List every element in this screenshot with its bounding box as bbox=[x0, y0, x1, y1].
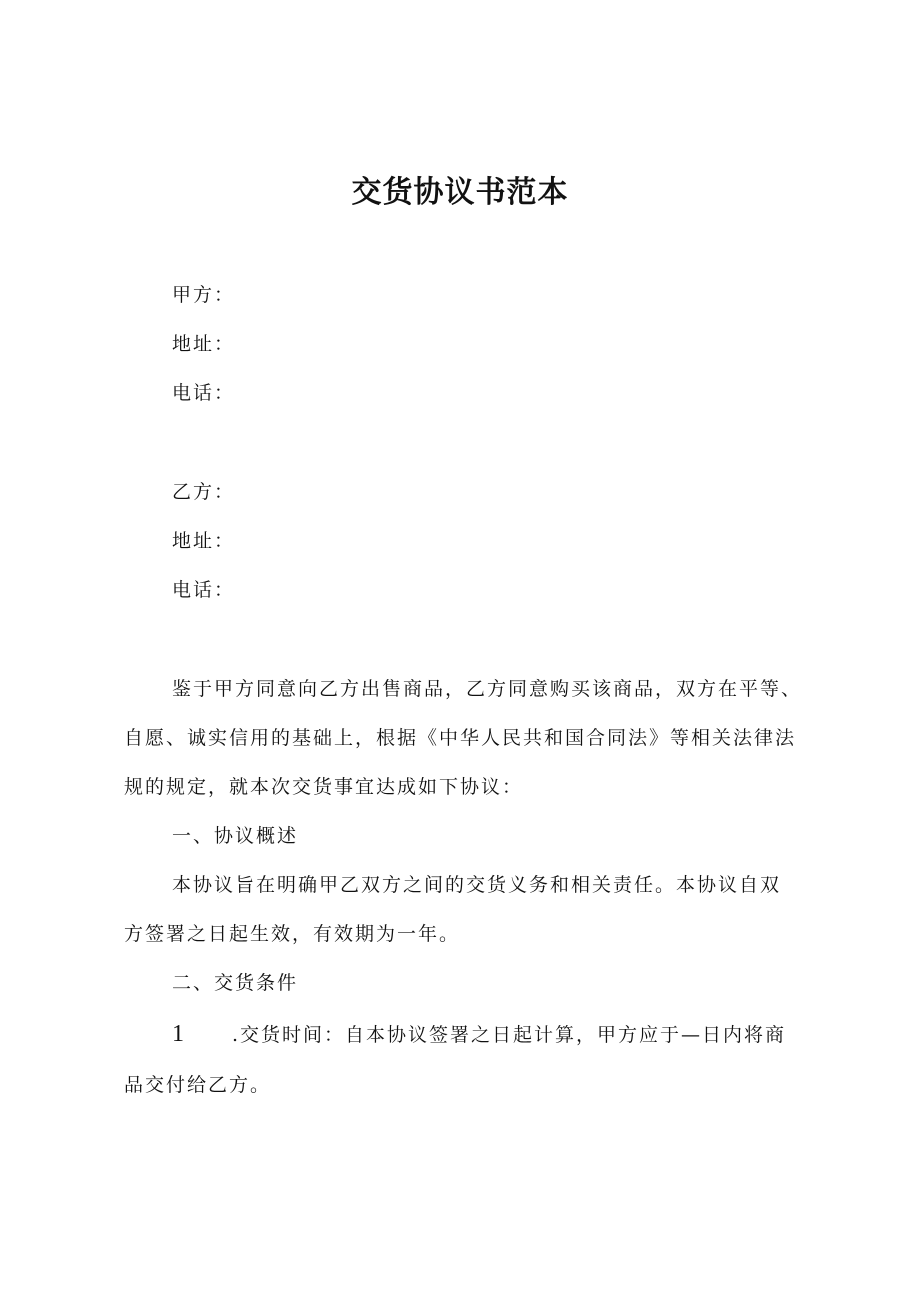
preamble-line-1: 鉴于甲方同意向乙方出售商品，乙方同意购买该商品，双方在平等、 bbox=[172, 678, 803, 700]
section-1-line-1: 本协议旨在明确甲乙双方之间的交货义务和相关责任。本协议自双 bbox=[172, 874, 782, 896]
party-b-address-label: 地址： bbox=[172, 530, 236, 552]
party-a-label: 甲方： bbox=[172, 284, 236, 306]
item-number: 1 bbox=[172, 1021, 184, 1047]
section-2-heading: 二、交货条件 bbox=[172, 972, 299, 994]
party-a-phone-label: 电话： bbox=[172, 382, 236, 404]
section-1-line-2: 方签署之日起生效，有效期为一年。 bbox=[124, 923, 461, 945]
section-1-heading: 一、协议概述 bbox=[172, 825, 299, 847]
section-2-item-1-cont: 品交付给乙方。 bbox=[124, 1074, 272, 1096]
section-2-item-1 bbox=[172, 1020, 786, 1049]
party-b-phone-label: 电话： bbox=[172, 579, 236, 601]
preamble-line-3: 规的规定，就本次交货事宜达成如下协议： bbox=[124, 776, 524, 798]
item-1-text: .交货时间：自本协议签署之日起计算，甲方应于—日内将商 bbox=[232, 1024, 787, 1046]
party-a-address-label: 地址： bbox=[172, 333, 236, 355]
party-b-label: 乙方： bbox=[172, 481, 236, 503]
document-title: 交货协议书范本 bbox=[351, 175, 569, 210]
preamble-line-2: 自愿、诚实信用的基础上，根据《中华人民共和国合同法》等相关法律法 bbox=[124, 727, 797, 749]
